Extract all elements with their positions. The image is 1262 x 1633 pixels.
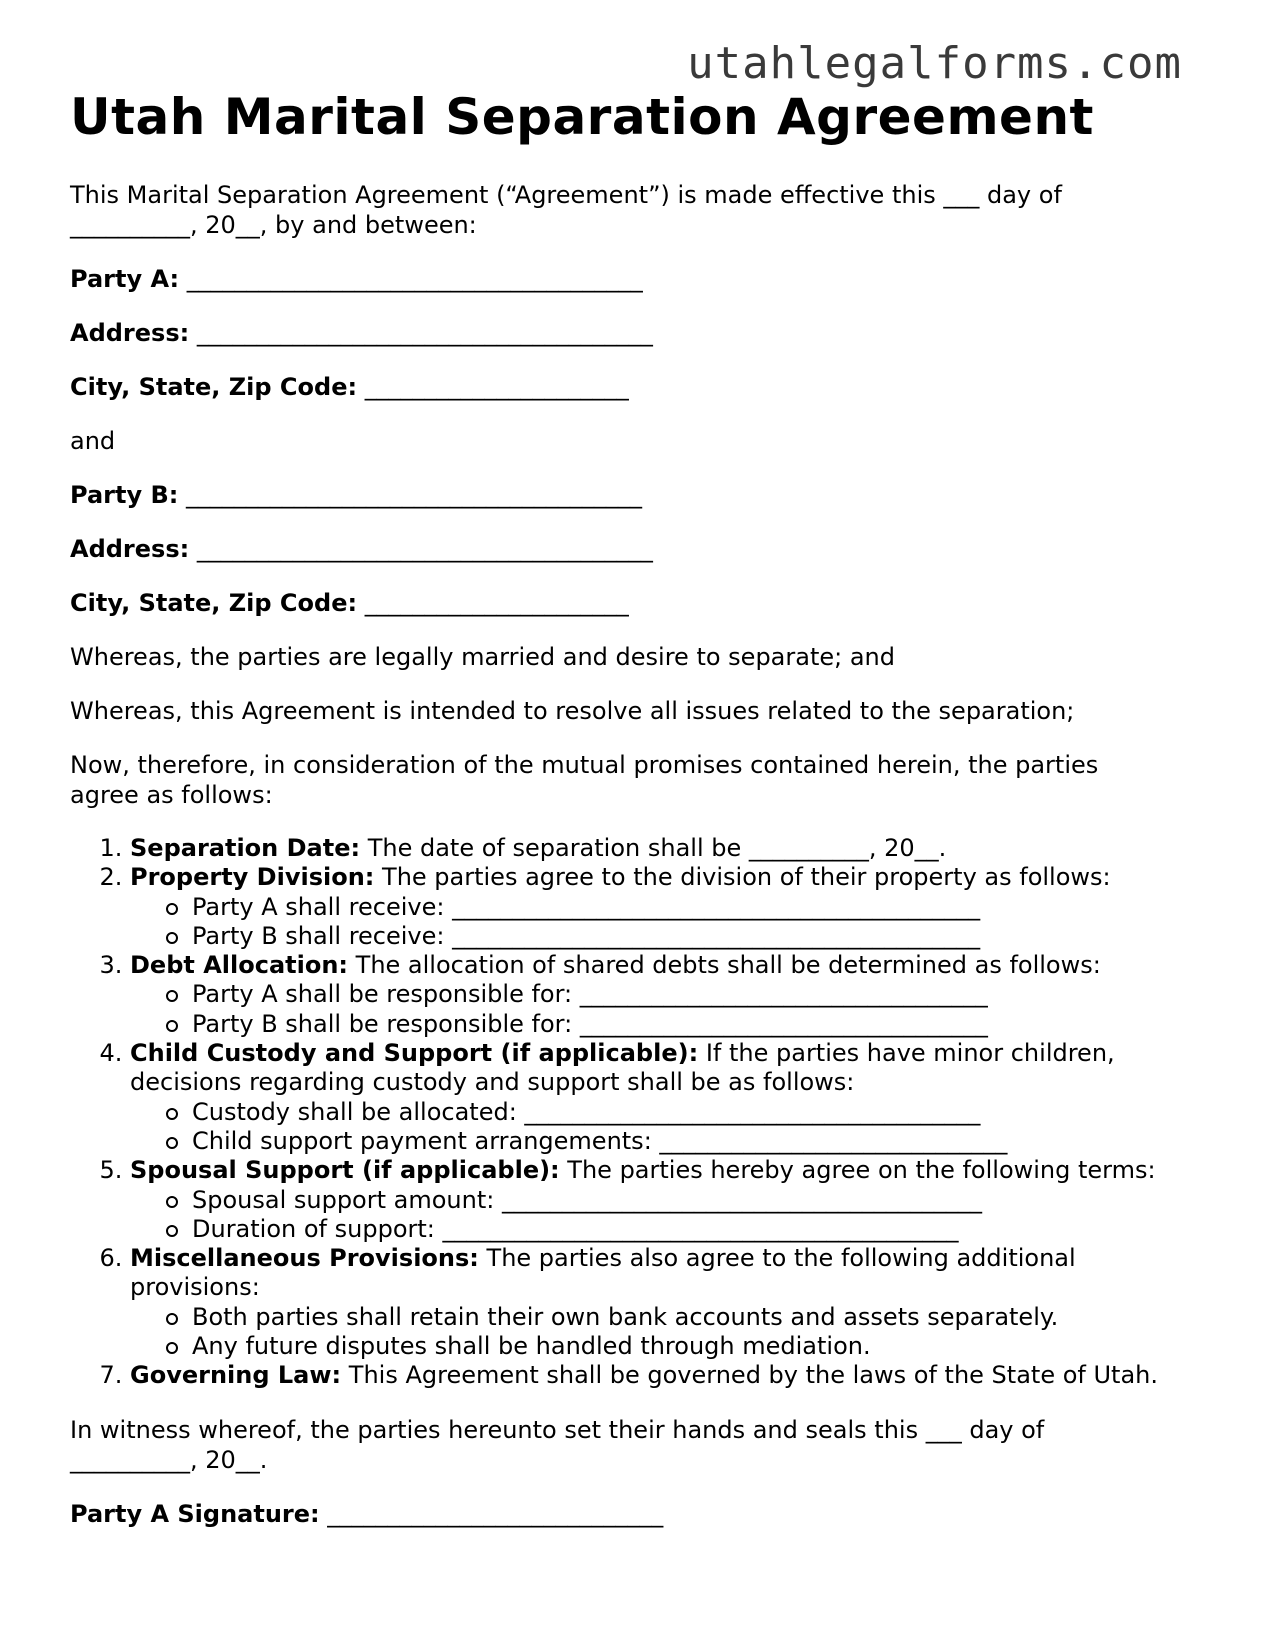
party-a-city-label: City, State, Zip Code: (70, 373, 358, 401)
party-a-address-field[interactable]: ______________________________________ (196, 319, 653, 347)
party-a-name-label: Party A: (70, 265, 180, 293)
and-text: and (70, 427, 116, 455)
term-label: Separation Date: (130, 834, 361, 862)
term-label: Spousal Support (if applicable): (130, 1156, 560, 1185)
intro-line-2: __________, 20__, by and between: (70, 211, 477, 239)
signature-row (70, 1499, 1190, 1529)
witness-line-2: __________, 20__. (70, 1445, 268, 1474)
party-b-name-label: Party B: (70, 481, 179, 509)
intro-line-1: This Marital Separation Agreement (“Agreement”) is made effective this ___ day of (70, 181, 1062, 209)
now-therefore-paragraph (70, 750, 1190, 810)
term-item (130, 863, 1190, 951)
party-a-name-field[interactable]: ______________________________________ (186, 265, 643, 293)
witness-paragraph (70, 1415, 1190, 1475)
party-a-city-field[interactable]: ______________________ (364, 373, 629, 401)
term-text: If the parties have minor children, decisions regarding custody and support shall be as follows: (130, 1039, 1115, 1097)
term-label: Miscellaneous Provisions: (130, 1244, 479, 1273)
sub-item: Child support payment arrangements: _____________________________ (192, 1127, 1190, 1156)
party-b-name-row (70, 480, 1190, 510)
term-label: Property Division: (130, 863, 375, 892)
sub-item: Party B shall be responsible for: __________________________________ (192, 1010, 1190, 1039)
term-text: The allocation of shared debts shall be determined as follows: (355, 951, 1101, 980)
party-a-city-row (70, 372, 1190, 402)
party-b-city-row (70, 588, 1190, 618)
watermark: utahlegalforms.com (687, 38, 1182, 89)
terms-list (70, 834, 1190, 1391)
party-b-address-row (70, 534, 1190, 564)
sub-item: Duration of support: ___________________________________________ (192, 1215, 1190, 1244)
sub-item: Party B shall receive: ____________________________________________ (192, 922, 1190, 951)
party-b-city-label: City, State, Zip Code: (70, 589, 358, 617)
term-item (130, 1361, 1190, 1390)
now-therefore-line-1: Now, therefore, in consideration of the mutual promises contained herein, the parties (70, 751, 1099, 779)
term-label: Debt Allocation: (130, 951, 349, 980)
party-b-city-field[interactable]: ______________________ (364, 589, 629, 617)
sub-item: Custody shall be allocated: ______________________________________ (192, 1098, 1190, 1127)
sub-item: Any future disputes shall be handled through mediation. (192, 1332, 1190, 1361)
whereas-2: Whereas, this Agreement is intended to resolve all issues related to the separation; (70, 697, 1075, 725)
term-text: The parties also agree to the following additional provisions: (130, 1244, 1076, 1302)
term-item (130, 1039, 1190, 1156)
sub-list (130, 1098, 1190, 1157)
document-page (70, 88, 1190, 1553)
sub-item: Party A shall receive: ____________________________________________ (192, 893, 1190, 922)
party-a-address-row (70, 318, 1190, 348)
term-text: The parties hereby agree on the following terms: (567, 1156, 1156, 1185)
party-b-name-field[interactable]: ______________________________________ (185, 481, 642, 509)
term-label: Governing Law: (130, 1361, 342, 1390)
sub-item: Both parties shall retain their own bank accounts and assets separately. (192, 1303, 1190, 1332)
document-title: Utah Marital Separation Agreement (70, 88, 1094, 146)
term-item (130, 1156, 1190, 1244)
term-item (130, 834, 1190, 863)
term-text: The date of separation shall be __________, 20__. (367, 834, 947, 862)
sub-list (130, 1186, 1190, 1245)
intro-paragraph (70, 180, 1190, 240)
now-therefore-line-2: agree as follows: (70, 781, 273, 809)
sub-item: Party A shall be responsible for: __________________________________ (192, 980, 1190, 1009)
sub-list (130, 893, 1190, 952)
sub-list (130, 1303, 1190, 1362)
term-text: The parties agree to the division of their property as follows: (382, 863, 1111, 892)
sub-list (130, 980, 1190, 1039)
party-a-address-label: Address: (70, 319, 190, 347)
term-item (130, 1244, 1190, 1361)
term-label: Child Custody and Support (if applicable): (130, 1039, 699, 1068)
sub-item: Spousal support amount: ________________________________________ (192, 1186, 1190, 1215)
signature-label: Party A Signature: (70, 1499, 320, 1528)
witness-line-1: In witness whereof, the parties hereunto set their hands and seals this ___ day of (70, 1415, 1045, 1444)
signature-field[interactable]: ____________________________ (327, 1499, 664, 1528)
party-a-name-row (70, 264, 1190, 294)
party-b-address-label: Address: (70, 535, 190, 563)
whereas-1: Whereas, the parties are legally married and desire to separate; and (70, 643, 895, 671)
term-item (130, 951, 1190, 1039)
party-b-address-field[interactable]: ______________________________________ (196, 535, 653, 563)
term-text: This Agreement shall be governed by the laws of the State of Utah. (348, 1361, 1158, 1390)
